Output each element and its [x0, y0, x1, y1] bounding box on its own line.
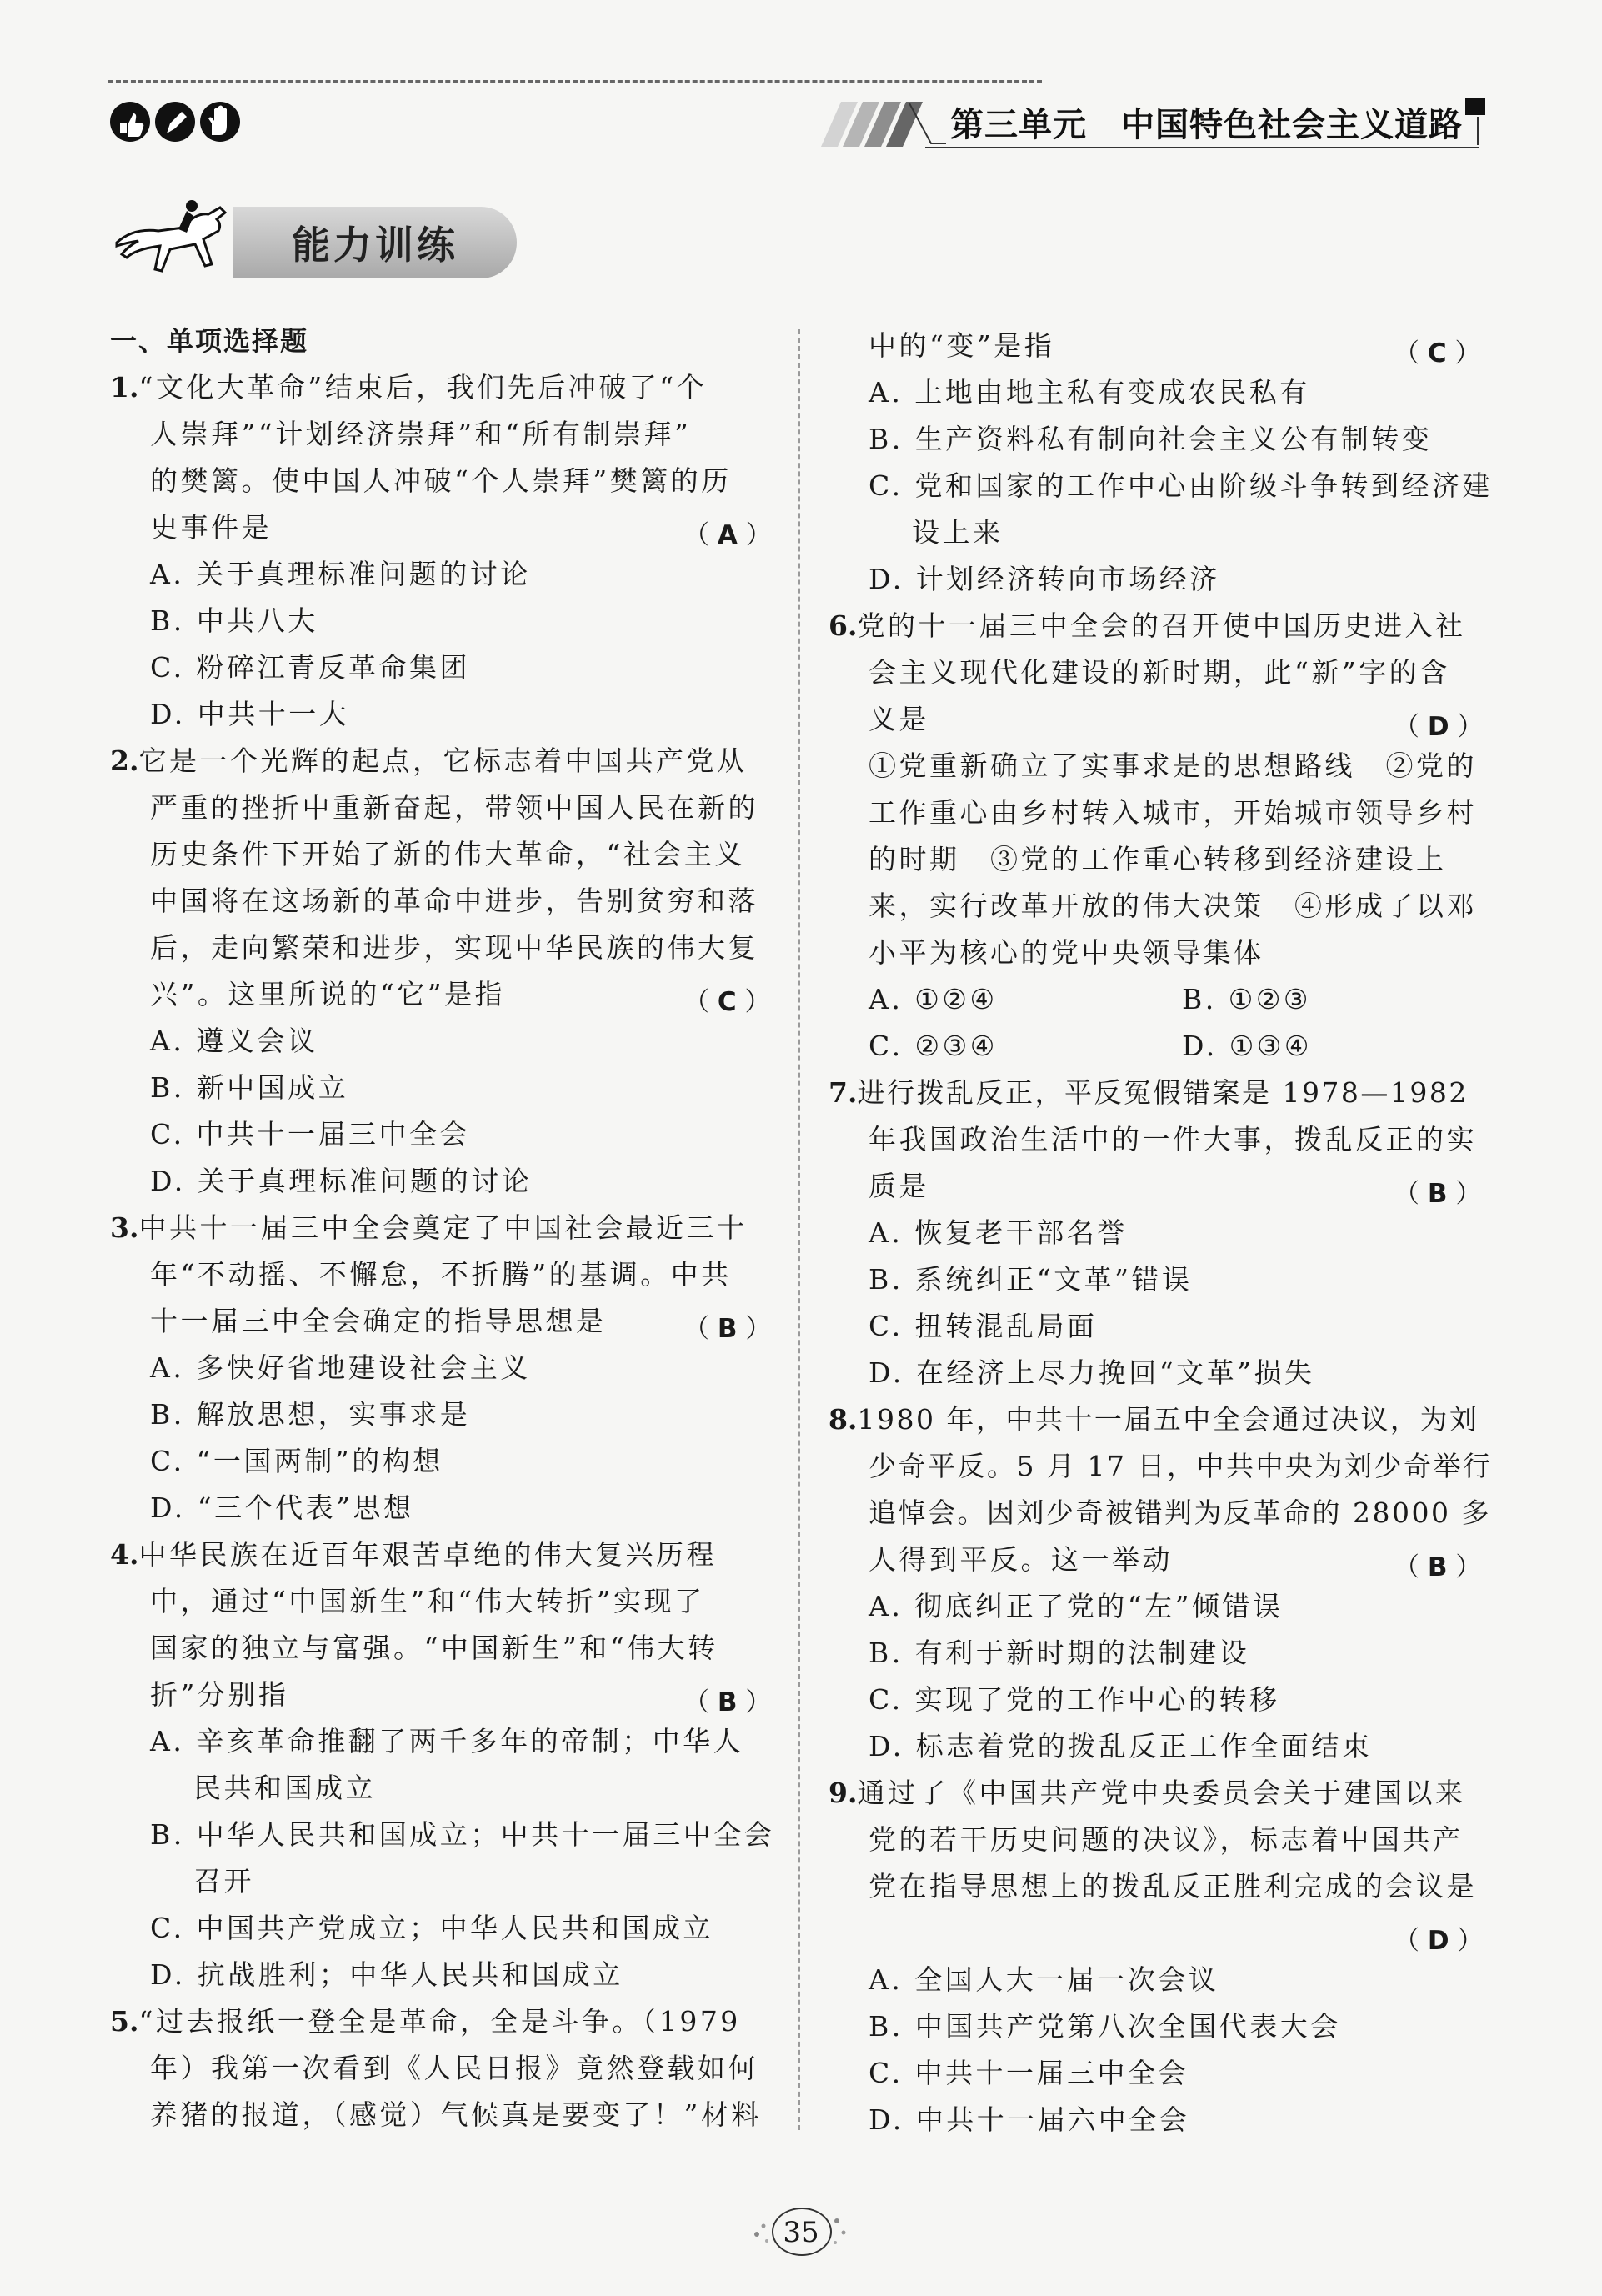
option: B. 生产资料私有制向社会主义公有制转变 — [869, 423, 1433, 455]
option-continuation: 召开 — [193, 1865, 254, 1897]
answer-letter: C — [1427, 338, 1447, 368]
question-stem-line: 党的若干历史问题的决议》，标志着中国共产 — [869, 1823, 1464, 1856]
horse-rider-icon — [110, 196, 243, 283]
question-stem-line: 年）我第一次看到《人民日报》竟然登载如何 — [150, 2052, 758, 2084]
statement-line: ①党重新确立了实事求是的思想路线 ②党的 — [869, 749, 1477, 782]
question-stem-line: 中的“变”是指 — [869, 329, 1055, 362]
question-number: 3. — [110, 1211, 139, 1244]
statement-line: 来，实行改革开放的伟大决策 ④形成了以邓 — [869, 890, 1477, 922]
answer-letter: B — [1427, 1552, 1448, 1582]
column-divider — [798, 329, 800, 2130]
option: B. 中华人民共和国成立；中共十一届三中全会 — [150, 1818, 775, 1851]
thumbs-up-icon — [110, 102, 150, 142]
question-stem-line: 人得到平反。这一举动 — [869, 1543, 1173, 1576]
option: C. 中国共产党成立；中华人民共和国成立 — [150, 1912, 714, 1944]
option: D. “三个代表”思想 — [150, 1491, 414, 1524]
answer-letter: A — [717, 520, 738, 550]
option: B. 新中国成立 — [150, 1071, 349, 1104]
question-stem-line: 国家的独立与富强。“中国新生”和“伟大转 — [150, 1632, 718, 1664]
option: A. 遵义会议 — [150, 1025, 318, 1057]
option: C. 党和国家的工作中心由阶级斗争转到经济建 — [869, 469, 1494, 502]
answer-letter: C — [717, 987, 737, 1017]
question-stem-line: 人崇拜”“计划经济崇拜”和“所有制崇拜” — [150, 418, 692, 450]
unit-title: 第三单元 中国特色社会主义道路 — [950, 106, 1463, 144]
question-stem-line: 中华民族在近百年艰苦卓绝的伟大复兴历程 — [138, 1538, 717, 1571]
page-number: 35 — [783, 2216, 819, 2249]
answer-mark: （ B ） — [683, 1314, 772, 1344]
answer-mark: （ B ） — [1394, 1179, 1482, 1209]
question-stem-line: 中国将在这场新的革命中进步，告别贫穷和落 — [150, 885, 758, 917]
statement-line: 工作重心由乡村转入城市，开始城市领导乡村 — [869, 796, 1477, 829]
option: A. 全国人大一届一次会议 — [869, 1963, 1219, 1996]
question-stem-line: 1980 年，中共十一届五中全会通过决议，为刘 — [857, 1403, 1479, 1436]
answer-mark: （ C ） — [683, 987, 771, 1017]
question-stem-line: 兴”。这里所说的“它”是指 — [150, 978, 506, 1010]
question-number: 6. — [829, 609, 858, 642]
question-stem-line: 通过了《中国共产党中央委员会关于建国以来 — [857, 1777, 1466, 1809]
question-number: 5. — [110, 2005, 139, 2038]
question-stem-line: 中，通过“中国新生”和“伟大转折”实现了 — [150, 1585, 705, 1617]
option: B. 中共八大 — [150, 604, 318, 637]
option: C. ②③④ — [869, 1030, 998, 1062]
option: D. 关于真理标准问题的讨论 — [150, 1165, 533, 1197]
answer-letter: B — [717, 1314, 738, 1344]
answer-mark: （ B ） — [683, 1687, 772, 1717]
question-stem-line: 义是 — [869, 703, 929, 735]
option-continuation: 设上来 — [912, 516, 1004, 549]
question-stem-line: 后，走向繁荣和进步，实现中华民族的伟大复 — [150, 931, 758, 964]
question-stem-line: 年“不动摇、不懈怠，不折腾”的基调。中共 — [150, 1258, 732, 1291]
question-stem-line: 少奇平反。5 月 17 日，中共中央为刘少奇举行 — [869, 1450, 1493, 1482]
question-stem-line: 党在指导思想上的拨乱反正胜利完成的会议是 — [869, 1870, 1477, 1902]
question-number: 2. — [110, 744, 139, 777]
question-number: 8. — [829, 1403, 858, 1436]
option: A. 彻底纠正了党的“左”倾错误 — [869, 1590, 1284, 1622]
option: C. 中共十一届三中全会 — [869, 2057, 1189, 2089]
question-stem-line: 年我国政治生活中的一件大事，拨乱反正的实 — [869, 1123, 1477, 1156]
option: B. ①②③ — [1182, 983, 1311, 1015]
corner-marker — [1465, 98, 1485, 115]
answer-mark: （ B ） — [1394, 1552, 1482, 1582]
question-stem-line: 进行拨乱反正，平反冤假错案是 1978—1982 — [857, 1076, 1469, 1109]
pen-icon — [155, 102, 195, 142]
header-stripes — [821, 102, 946, 150]
question-stem-line: 的樊篱。使中国人冲破“个人崇拜”樊篱的历 — [150, 464, 732, 497]
option: A. ①②④ — [869, 983, 998, 1015]
option: A. 多快好省地建设社会主义 — [150, 1351, 531, 1384]
answer-mark: （ C ） — [1394, 338, 1481, 368]
option: A. 恢复老干部名誉 — [869, 1216, 1128, 1249]
question-stem-line: 严重的挫折中重新奋起，带领中国人民在新的 — [150, 791, 758, 824]
question-number: 7. — [829, 1076, 858, 1109]
question-stem-line: 会主义现代化建设的新时期，此“新”字的含 — [869, 656, 1450, 689]
answer-letter: B — [1427, 1179, 1448, 1209]
section-title: 能力训练 — [292, 223, 458, 268]
question-stem-line: “过去报纸一登全是革命，全是斗争。（1979 — [138, 2005, 741, 2038]
option: C. 粉碎江青反革命集团 — [150, 651, 471, 684]
question-stem-line: 党的十一届三中全会的召开使中国历史进入社 — [857, 609, 1466, 642]
question-stem-line: 追悼会。因刘少奇被错判为反革命的 28000 多 — [869, 1496, 1491, 1529]
answer-mark: （ D ） — [1394, 712, 1484, 742]
unit-title-underline — [925, 147, 1479, 148]
section-heading: 一、单项选择题 — [110, 325, 309, 357]
statement-line: 小平为核心的党中央领导集体 — [869, 936, 1264, 969]
header-dashed-line — [108, 80, 1042, 83]
answer-letter: B — [717, 1687, 738, 1717]
option: D. 计划经济转向市场经济 — [869, 563, 1220, 595]
statement-line: 的时期 ③党的工作重心转移到经济建设上 — [869, 843, 1447, 875]
page-number-badge — [750, 2201, 852, 2259]
hand-icon — [200, 102, 240, 142]
option: D. ①③④ — [1182, 1030, 1313, 1062]
option: B. 中国共产党第八次全国代表大会 — [869, 2010, 1341, 2043]
option: A. 辛亥革命推翻了两千多年的帝制；中华人 — [150, 1725, 744, 1757]
question-number: 9. — [829, 1777, 858, 1809]
question-stem-line: 历史条件下开始了新的伟大革命，“社会主义 — [150, 838, 745, 870]
option-continuation: 民共和国成立 — [193, 1772, 376, 1804]
question-stem-line: 十一届三中全会确定的指导思想是 — [150, 1305, 607, 1337]
question-number: 1. — [110, 371, 139, 404]
answer-letter: D — [1427, 712, 1449, 742]
option: A. 土地由地主私有变成农民私有 — [869, 376, 1310, 409]
question-stem-line: 养猪的报道，（感觉）气候真是要变了！”材料 — [150, 2098, 762, 2131]
option: B. 解放思想，实事求是 — [150, 1398, 471, 1431]
question-stem-line: 史事件是 — [150, 511, 272, 544]
question-stem-line: 折”分别指 — [150, 1678, 289, 1711]
option: C. 实现了党的工作中心的转移 — [869, 1683, 1280, 1716]
question-stem-line: “文化大革命”结束后，我们先后冲破了“个 — [138, 371, 708, 404]
option: B. 有利于新时期的法制建设 — [869, 1637, 1250, 1669]
option: D. 在经济上尽力挽回“文革”损失 — [869, 1356, 1315, 1389]
option: C. 中共十一届三中全会 — [150, 1118, 471, 1151]
option: C. “一国两制”的构想 — [150, 1445, 443, 1477]
option: D. 抗战胜利；中华人民共和国成立 — [150, 1958, 623, 1991]
option: D. 中共十一届六中全会 — [869, 2103, 1190, 2136]
option: D. 中共十一大 — [150, 698, 350, 730]
option: A. 关于真理标准问题的讨论 — [150, 558, 531, 590]
header-icons — [108, 98, 242, 148]
question-stem-line: 质是 — [869, 1170, 929, 1202]
corner-tick — [1477, 117, 1479, 145]
answer-mark: （ A ） — [683, 520, 772, 550]
answer-letter: D — [1427, 1926, 1449, 1956]
question-stem-line: 它是一个光辉的起点，它标志着中国共产党从 — [138, 744, 748, 777]
option: C. 扭转混乱局面 — [869, 1310, 1098, 1342]
answer-mark: （ D ） — [1394, 1926, 1484, 1956]
question-number: 4. — [110, 1538, 139, 1571]
question-stem-line: 中共十一届三中全会奠定了中国社会最近三十 — [138, 1211, 748, 1244]
option: B. 系统纠正“文革”错误 — [869, 1263, 1193, 1296]
option: D. 标志着党的拨乱反正工作全面结束 — [869, 1730, 1373, 1762]
